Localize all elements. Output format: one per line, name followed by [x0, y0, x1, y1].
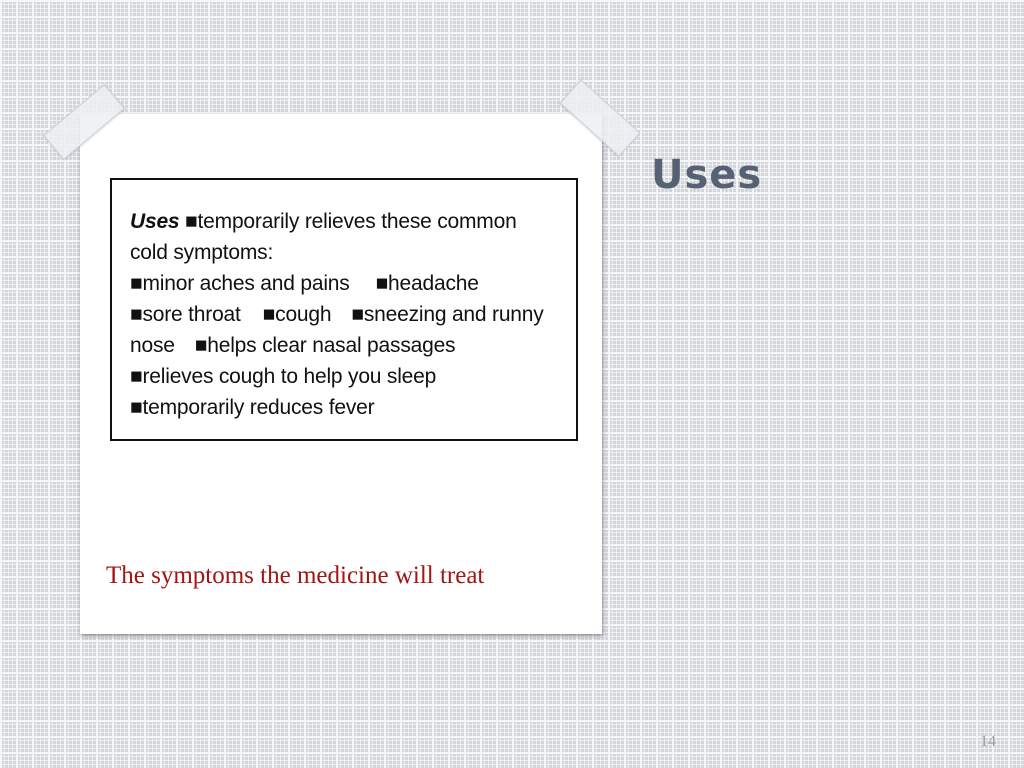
uses-line-5 — [130, 330, 558, 361]
symptom-nasal: ■helps clear nasal passages — [194, 334, 456, 357]
uses-line-2: cold symptoms: — [130, 241, 274, 264]
symptom-cough: ■cough — [262, 303, 332, 326]
uses-text-1: ■temporarily relieves these common — [185, 210, 517, 233]
symptom-minor-aches: ■minor aches and pains — [130, 272, 350, 295]
uses-line-3 — [130, 268, 558, 299]
symptom-sneezing: ■sneezing and runny — [351, 303, 544, 326]
caption: The symptoms the medicine will treat — [106, 562, 485, 589]
uses-line-6: ■relieves cough to help you sleep — [130, 365, 437, 388]
uses-line-7: ■temporarily reduces fever — [130, 396, 375, 419]
slide-title: Uses — [651, 152, 763, 198]
symptom-headache: ■headache — [375, 272, 479, 295]
page-number: 14 — [980, 733, 996, 750]
symptom-sore-throat: ■sore throat — [130, 303, 241, 326]
symptom-nose: nose — [130, 334, 175, 357]
uses-line-4 — [130, 299, 558, 330]
uses-heading: Uses — [130, 210, 180, 233]
drug-facts-uses-box — [110, 178, 578, 441]
uses-line-1 — [130, 206, 558, 237]
